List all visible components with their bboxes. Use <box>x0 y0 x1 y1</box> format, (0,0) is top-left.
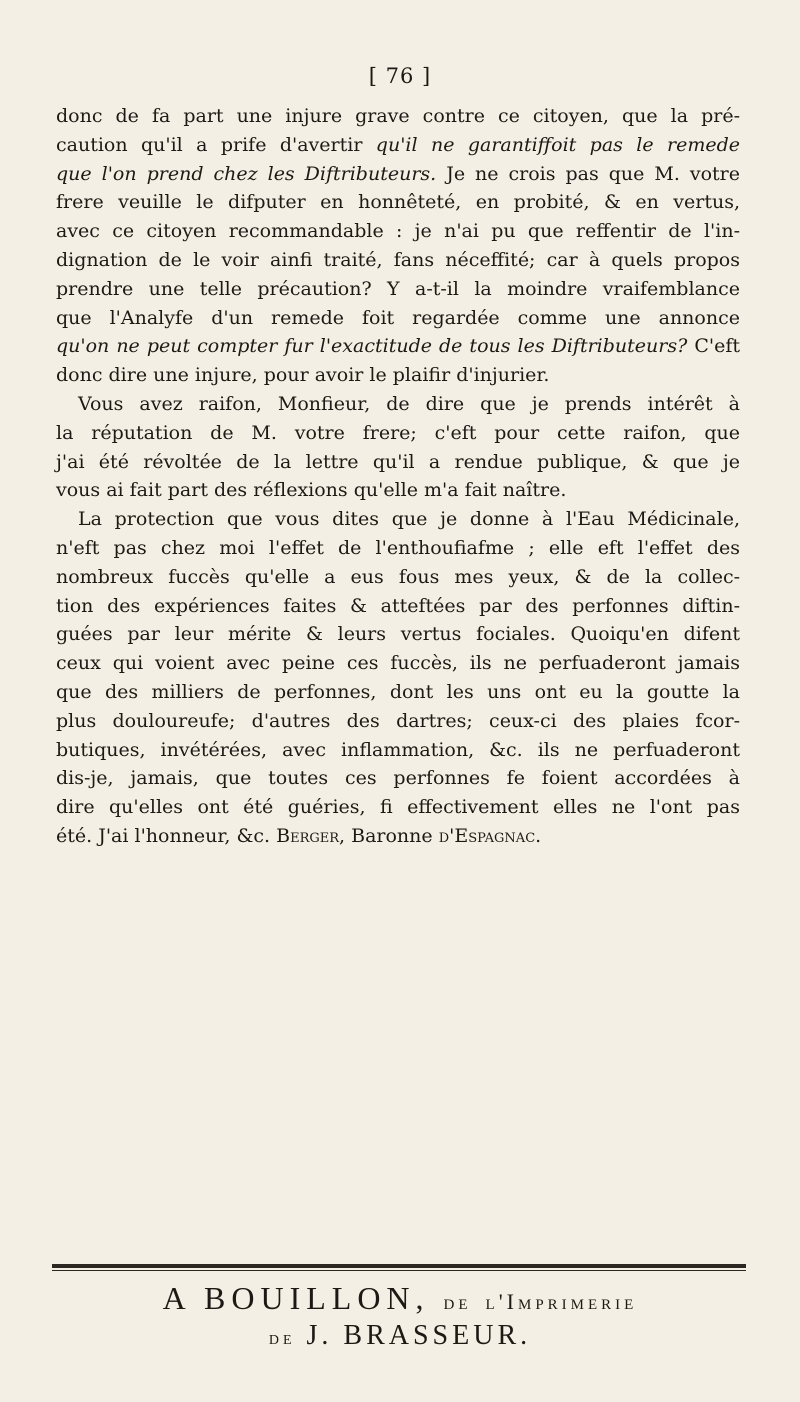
text-segment: butiques, invétérées, avec inflammation, &c. ils ne perfuaderont <box>56 738 740 761</box>
text-line <box>56 160 740 189</box>
text-segment: C'eft <box>687 335 740 358</box>
text-line <box>56 534 740 563</box>
text-segment: donc de fa part une injure grave contre ce citoyen, que la pré- <box>56 105 740 127</box>
text-segment: , Baronne <box>339 824 439 847</box>
imprint-a: A <box>162 1280 190 1316</box>
text-segment: caution qu'il a prife d'avertir <box>56 133 376 156</box>
text-line <box>56 188 740 217</box>
text-segment: que l'Analyfe d'un remede foit regardée comme une annonce <box>56 306 740 329</box>
ornamental-rule-thin <box>52 1270 746 1271</box>
italic-segment: qu'on ne peut compter fur l'exactitude de tous les Diftributeurs? <box>56 335 688 358</box>
italic-segment: qu'il ne garantiffoit pas le remede <box>375 133 740 156</box>
imprint-line-2 <box>0 1320 800 1352</box>
text-line <box>56 217 740 246</box>
text-line <box>56 419 740 448</box>
text-segment: plus douloureufe; d'autres des dartres; ceux-ci des plaies fcor- <box>56 709 740 732</box>
text-line <box>56 390 740 419</box>
text-line <box>56 678 740 707</box>
text-line <box>56 793 740 822</box>
imprint-printer: J. BRASSEUR. <box>306 1320 532 1351</box>
page-number: [ 76 ] <box>368 64 432 88</box>
imprint-press: l'Imprimerie <box>485 1289 638 1314</box>
text-segment: donc dire une injure, pour avoir le plaifir d'injurier. <box>56 364 550 387</box>
text-segment: tion des expériences faites & atteftées par des perfonnes diftin- <box>56 594 740 617</box>
text-segment: Je ne crois pas que M. votre <box>436 162 740 185</box>
text-line <box>56 476 740 505</box>
text-line <box>56 764 740 793</box>
text-segment: prendre une telle précaution? Y a-t-il la moindre vraifemblance <box>56 277 740 300</box>
text-segment: dignation de le voir ainfi traité, fans néceffité; car à quels propos <box>56 248 740 271</box>
text-segment: avec ce citoyen recommandable : je n'ai pu que reffentir de l'in- <box>56 220 740 243</box>
italic-segment: que l'on prend chez les Diftributeurs. <box>56 162 437 185</box>
text-segment: La protection que vous dites que je donne à l'Eau Médicinale, <box>78 508 740 531</box>
text-segment: ceux qui voient avec peine ces fuccès, ils ne perfuaderont jamais <box>56 652 740 675</box>
text-line <box>56 592 740 621</box>
small-caps-segment: d'Espagnac. <box>438 824 542 847</box>
ornamental-rule <box>52 1264 746 1268</box>
text-segment: frere veuille le difputer en honnêteté, en probité, & en vertus, <box>56 191 740 214</box>
imprint-de: de <box>443 1289 472 1314</box>
text-segment: Vous avez raifon, Monfieur, de dire que je prends intérêt à <box>78 392 740 415</box>
text-line <box>56 707 740 736</box>
text-line <box>56 131 740 160</box>
text-line <box>56 361 740 390</box>
text-line <box>56 448 740 477</box>
text-segment: que des milliers de perfonnes, dont les uns ont eu la goutte la <box>56 680 740 703</box>
body-text <box>56 102 740 851</box>
text-line <box>56 304 740 333</box>
text-line <box>56 275 740 304</box>
small-caps-segment: Berger <box>276 824 340 847</box>
imprint-de-2: de <box>268 1327 296 1349</box>
text-segment: n'eft pas chez moi l'effet de l'enthoufiafme ; elle eft l'effet des <box>56 536 740 559</box>
text-line <box>56 102 740 131</box>
imprint-line-1 <box>0 1280 800 1317</box>
text-segment: dire qu'elles ont été guéries, fi effectivement elles ne l'ont pas <box>56 796 740 819</box>
text-segment: guées par leur mérite & leurs vertus fociales. Quoiqu'en difent <box>56 623 740 646</box>
text-segment: dis-je, jamais, que toutes ces perfonnes fe foient accordées à <box>56 767 740 790</box>
text-line <box>56 736 740 765</box>
text-line <box>56 822 740 851</box>
text-segment: vous ai fait part des réflexions qu'elle m'a fait naître. <box>56 479 567 502</box>
text-segment: nombreux fuccès qu'elle a eus fous mes yeux, & de la collec- <box>56 565 740 588</box>
text-line <box>56 649 740 678</box>
imprint-place: BOUILLON, <box>204 1280 430 1316</box>
text-line <box>56 563 740 592</box>
text-line <box>56 332 740 361</box>
text-segment: la réputation de M. votre frere; c'eft pour cette raifon, que <box>56 421 740 444</box>
text-line <box>56 505 740 534</box>
text-line <box>56 620 740 649</box>
text-segment: j'ai été révoltée de la lettre qu'il a rendue publique, & que je <box>56 450 740 473</box>
text-line <box>56 246 740 275</box>
text-segment: été. J'ai l'honneur, &c. <box>56 824 277 847</box>
